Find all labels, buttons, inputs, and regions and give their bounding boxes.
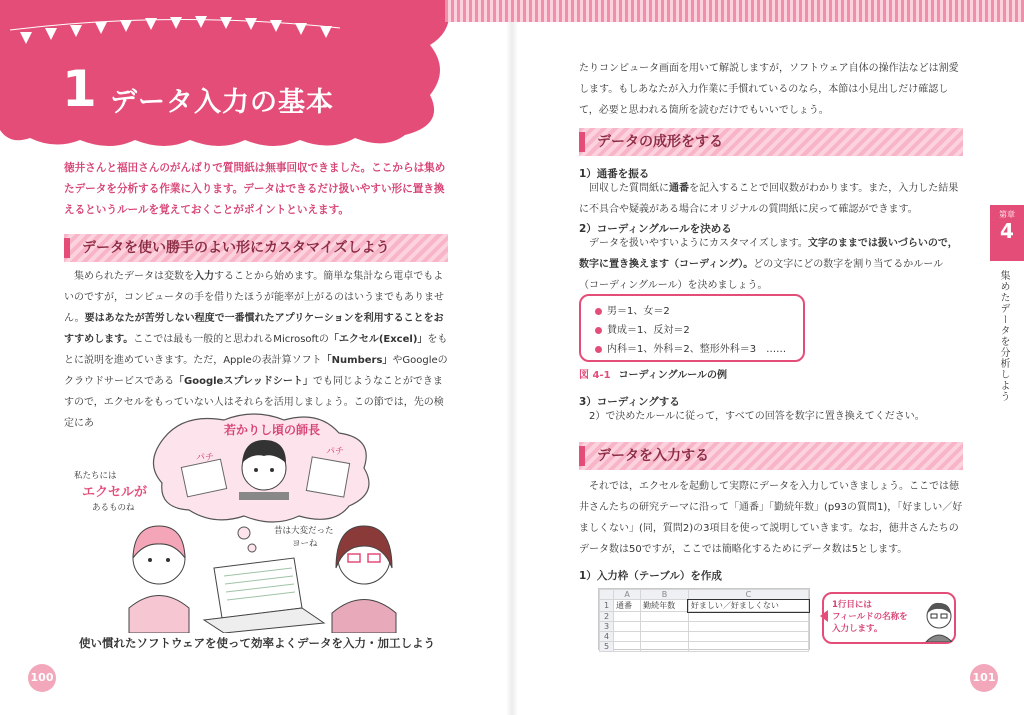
section-heading-shaping: データの成形をする [579,128,963,156]
text-run: 回収した質問紙に [589,183,669,194]
coding-rule-box [579,294,805,362]
figure-label: 図 4-1 [579,370,611,381]
table-cell [614,632,641,642]
table-cell [688,642,808,652]
row-number: 2 [600,612,614,622]
table-cell [641,642,689,652]
page-number-left: 100 [28,664,56,692]
page-number-right: 101 [970,664,998,692]
chapter-number: 1 [62,60,97,118]
section-heading-input: データを入力する [579,442,963,470]
table-cell [688,622,808,632]
table-row [600,642,809,652]
table-row [600,622,809,632]
table-cell [688,632,808,642]
table-cell [641,632,689,642]
callout-text: フィールドの名称を [832,612,908,622]
chapter-title: データ入力の基本 [110,87,334,118]
coding-rule-paragraph [579,233,963,296]
chapter-vertical-label: 集めたデータを分析しよう [998,270,1009,402]
sfx-typing-2: パチ [326,447,345,457]
table-cell [614,622,641,632]
table-cell [614,612,641,622]
coding-rule-item [595,321,789,340]
spreadsheet-grid [599,589,809,652]
bold-run: 要はあなたが苦労しない程度で一番慣れたアプリケーションを利用することをおすすめします。 [64,313,444,345]
rule-text: 男＝1、女＝2 [607,306,670,317]
column-header: B [641,590,689,600]
table-cell [641,612,689,622]
callout-text: 入力します。 [832,624,883,634]
bullet-dot-icon [595,327,602,334]
bold-run: 「Numbers」 [321,355,393,366]
instructor-avatar-icon [922,600,956,642]
speech-text: 私たちには [74,471,117,481]
table-cell: 勤続年数 [641,600,689,612]
speech-text: エクセルが [82,485,148,500]
decorative-strip [445,0,1024,22]
chapter-tab-sho: 章 [1007,210,1015,219]
spreadsheet-screenshot [598,588,810,650]
bold-run: 文字のままでは扱いづらいので，数字に置き換えます（コーディング）。 [579,238,958,270]
text-run: どの文字にどの数字を割り当てるかルール（コーディングルール）を決めましょう。 [579,259,944,291]
figure-caption-text: コーディングルールの例 [618,370,728,381]
input-paragraph: それでは，エクセルを起動して実際にデータを入力していきましょう。ここでは徳井さんたちの研究テーマに沿って「通番」「勤続年数」(p93の質問1)，「好ましい／好ましくない」(同，質問2)の3項目を使って説明していきます。なお，徳井さんたちのデータ数は50ですが，ここでは簡略化するためにデータ数は5とします。 [579,481,963,555]
bullet-dot-icon [595,346,602,353]
table-row [600,632,809,642]
rule-text: 内科＝1、外科＝2、整形外科＝3 …… [607,344,787,355]
speech-text: ヨーね [292,539,318,549]
chapter-tab-dai: 第 [999,210,1007,219]
bold-run: 入力 [194,271,214,282]
section-heading-customize: データを使い勝手のよい形にカスタマイズしよう [64,234,448,262]
table-row [600,612,809,622]
subheading-table: 1）入力枠（テーブル）を作成 [579,570,722,582]
column-header: A [614,590,641,600]
bold-run: 「エクセル(Excel)」 [328,334,428,345]
row-number: 4 [600,632,614,642]
bold-run: 「Googleスプレッドシート」 [174,376,313,387]
text-run: やGoogleのクラウドサービスである [64,355,448,387]
text-run: データを扱いやすいようにカスタマイズします。 [589,238,808,249]
text-run: 集められたデータは変数を [74,271,194,282]
text-run: をもとに説明を進めていきます。ただ，Appleの表計算ソフト [64,334,448,366]
subheading-coding: 3）コーディングする [579,396,680,408]
corner-cell [600,590,614,600]
subheading-numbering: 1）通番を振る [579,168,650,180]
chapter-tab [990,205,1024,261]
speech-text: あるものね [92,503,135,513]
table-cell: 好ましい／好ましくない [688,600,808,612]
text-run: でも同じようなことができますので，エクセルをもっていない人はそれらを活用しましょう。この節では，先の検定にあ [64,376,444,429]
coding-paragraph: 2）で決めたルールに従って，すべての回答を数字に置き換えてください。 [589,411,925,422]
table-cell: 通番 [614,600,641,612]
figure-caption [579,366,727,381]
coding-rule-item [595,340,789,359]
column-header-row [600,590,809,600]
sfx-typing-1: パチ [196,453,215,463]
table-cell [688,612,808,622]
column-header: C [688,590,808,600]
intro-paragraph: 徳井さんと福田さんのがんばりで質問紙は無事回収できました。ここからは集めたデータを分析する作業に入ります。データはできるだけ扱いやすい形に置き換えるというルールを覚えておくことがポイントといえます。 [64,162,446,216]
bold-run: 通番 [669,183,689,194]
text-run: することから始めます。簡単な集計なら電卓でもよいのですが，コンピュータの手を借りたほうが能率が上がるのはいうまでもありません。 [64,271,444,324]
text-run: を記入することで回収数がわかります。また，入力した結果に不具合や疑義がある場合にオリジナルの質問紙に戻って確認ができます。 [579,183,959,215]
thought-title: 若かりし頃の師長 [224,423,321,437]
table-cell [614,642,641,652]
illustration-caption: 使い慣れたソフトウェアを使って効率よくデータを入力・加工しよう [78,636,436,650]
chapter-tab-number: 4 [1000,219,1014,243]
book-gutter [506,0,518,715]
row-number: 5 [600,642,614,652]
numbering-paragraph [579,178,963,220]
rule-text: 賛成＝1、反対＝2 [607,325,690,336]
subheading-coding-rule: 2）コーディングルールを決める [579,223,732,235]
table-row [600,600,809,612]
speech-text: 昔は大変だった [274,526,334,536]
bullet-dot-icon [595,308,602,315]
row-number: 1 [600,600,614,612]
table-cell [641,622,689,632]
coding-rule-item [595,302,789,321]
callout-text: 1行目には [832,600,872,610]
row-number: 3 [600,622,614,632]
text-run: ここでは最も一般的と思われるMicrosoftの [133,334,329,345]
continuation-paragraph: たりコンピュータ画面を用いて解説しますが，ソフトウェア自体の操作法などは割愛します。もしあなたが入力作業に手慣れているのなら，本節は小見出しだけ確認して，必要と思われる箇所を読むだけでもいいでしょう。 [579,63,959,116]
cartoon-illustration [74,408,444,633]
